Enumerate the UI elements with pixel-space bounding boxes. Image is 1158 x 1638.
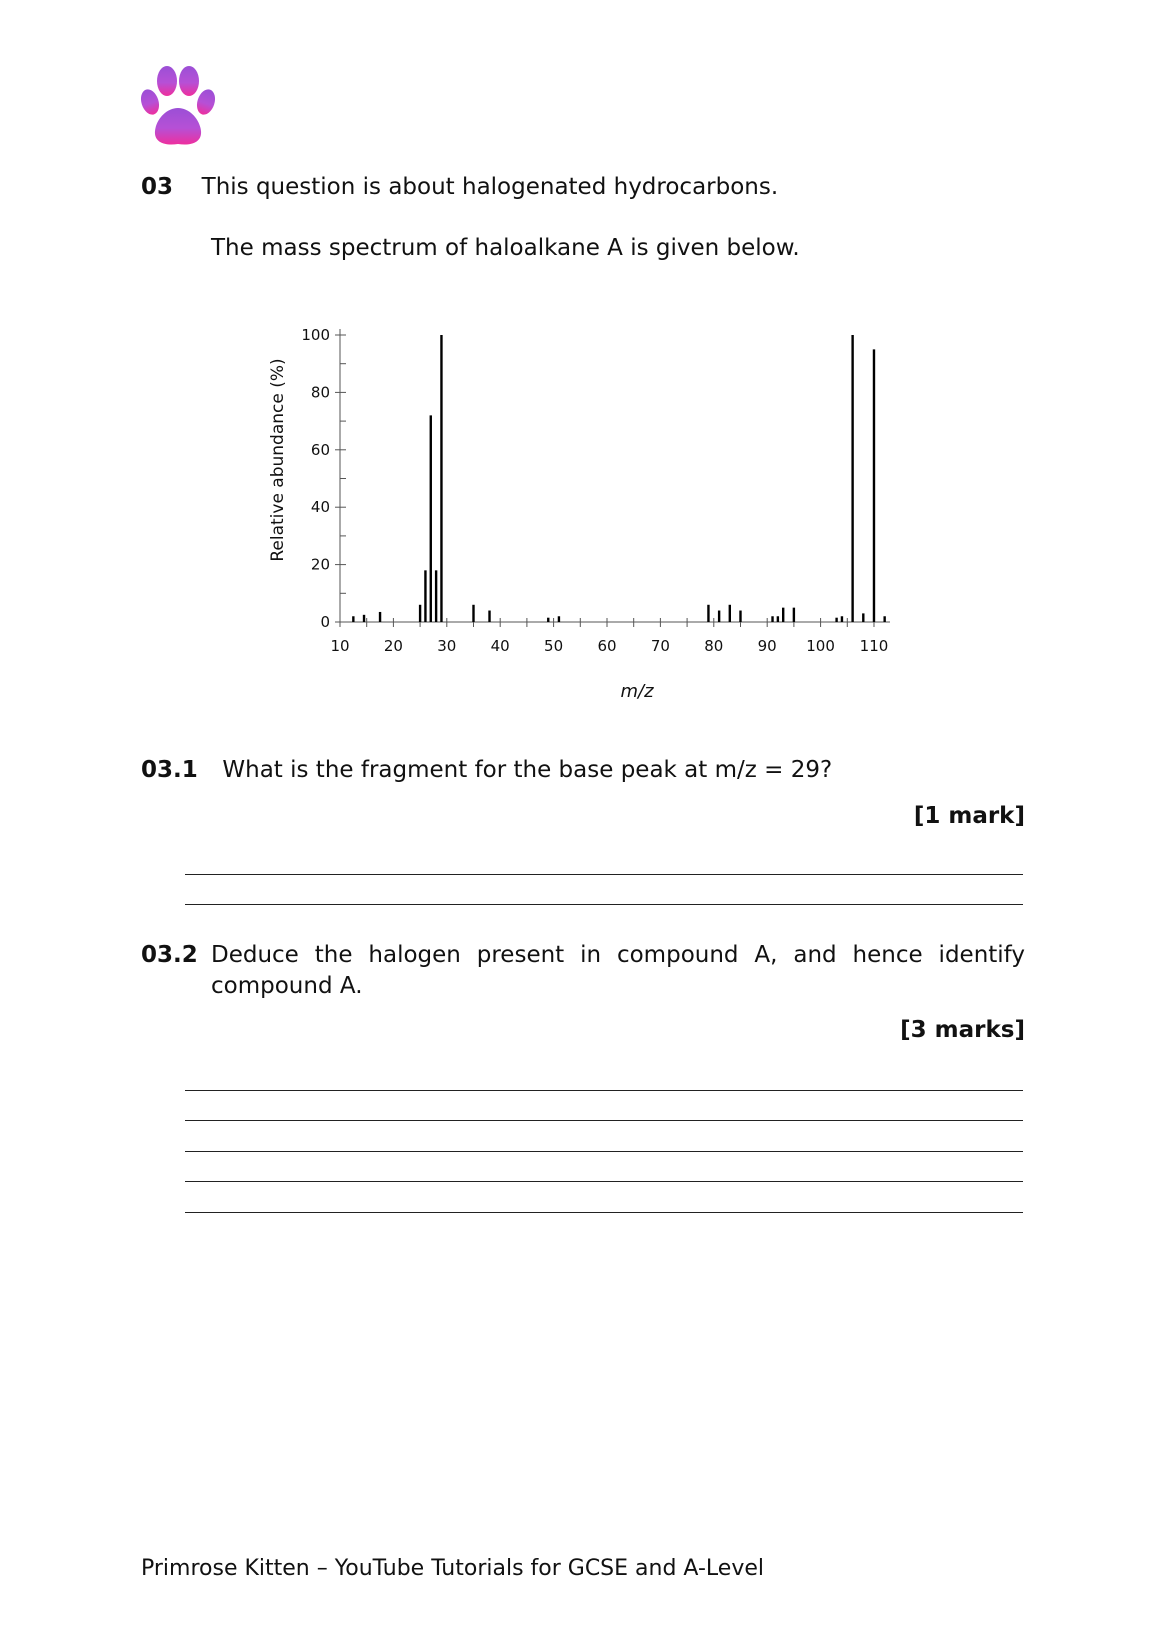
x-tick-label: 80 [704, 637, 724, 655]
paw-print-icon [140, 64, 216, 148]
footer-text: Primrose Kitten – YouTube Tutorials for GCSE and A-Level [141, 1556, 764, 1581]
x-tick-label: 30 [437, 637, 457, 655]
part-03-2 [141, 942, 1025, 999]
y-tick-label: 0 [320, 613, 330, 631]
x-tick-label: 40 [490, 637, 510, 655]
x-axis-label: m/z [620, 681, 654, 702]
answer-line[interactable] [185, 1090, 1023, 1091]
part-03-1-marks: [1 mark] [913, 803, 1025, 829]
answer-line[interactable] [185, 1151, 1023, 1152]
y-tick-label: 100 [301, 326, 330, 344]
x-tick-label: 100 [806, 637, 835, 655]
part-03-1 [141, 757, 832, 783]
x-tick-label: 20 [383, 637, 403, 655]
question-intro: This question is about halogenated hydrocarbons. [201, 174, 779, 200]
question-heading [141, 174, 778, 200]
y-tick-label: 20 [310, 555, 330, 574]
x-tick-label: 50 [544, 637, 564, 655]
x-tick-label: 60 [597, 637, 617, 655]
answer-line[interactable] [185, 874, 1023, 875]
part-03-1-text: What is the fragment for the base peak at m/z = 29? [222, 757, 833, 783]
answer-line[interactable] [185, 904, 1023, 905]
y-tick-label: 60 [310, 440, 330, 459]
y-tick-label: 80 [310, 383, 330, 402]
x-tick-label: 70 [650, 637, 670, 655]
part-03-2-text-line1: Deduce the halogen present in compound A, and hence identify [211, 942, 1025, 968]
answer-line[interactable] [185, 1212, 1023, 1213]
question-number: 03 [141, 174, 174, 200]
answer-line[interactable] [185, 1120, 1023, 1121]
mass-spectrum-chart [255, 315, 955, 705]
part-03-2-number: 03.2 [141, 942, 198, 968]
x-tick-label: 90 [757, 637, 777, 655]
y-tick-label: 40 [310, 498, 330, 517]
part-03-2-text-line2: compound A. [211, 973, 363, 999]
x-tick-label: 110 [859, 637, 889, 655]
answer-line[interactable] [185, 1181, 1023, 1182]
spectrum-caption: The mass spectrum of haloalkane A is given below. [211, 235, 800, 261]
part-03-2-marks: [3 marks] [900, 1017, 1025, 1043]
x-tick-label: 10 [330, 637, 350, 655]
part-03-1-number: 03.1 [141, 757, 198, 783]
y-axis-label: Relative abundance (%) [268, 358, 288, 562]
